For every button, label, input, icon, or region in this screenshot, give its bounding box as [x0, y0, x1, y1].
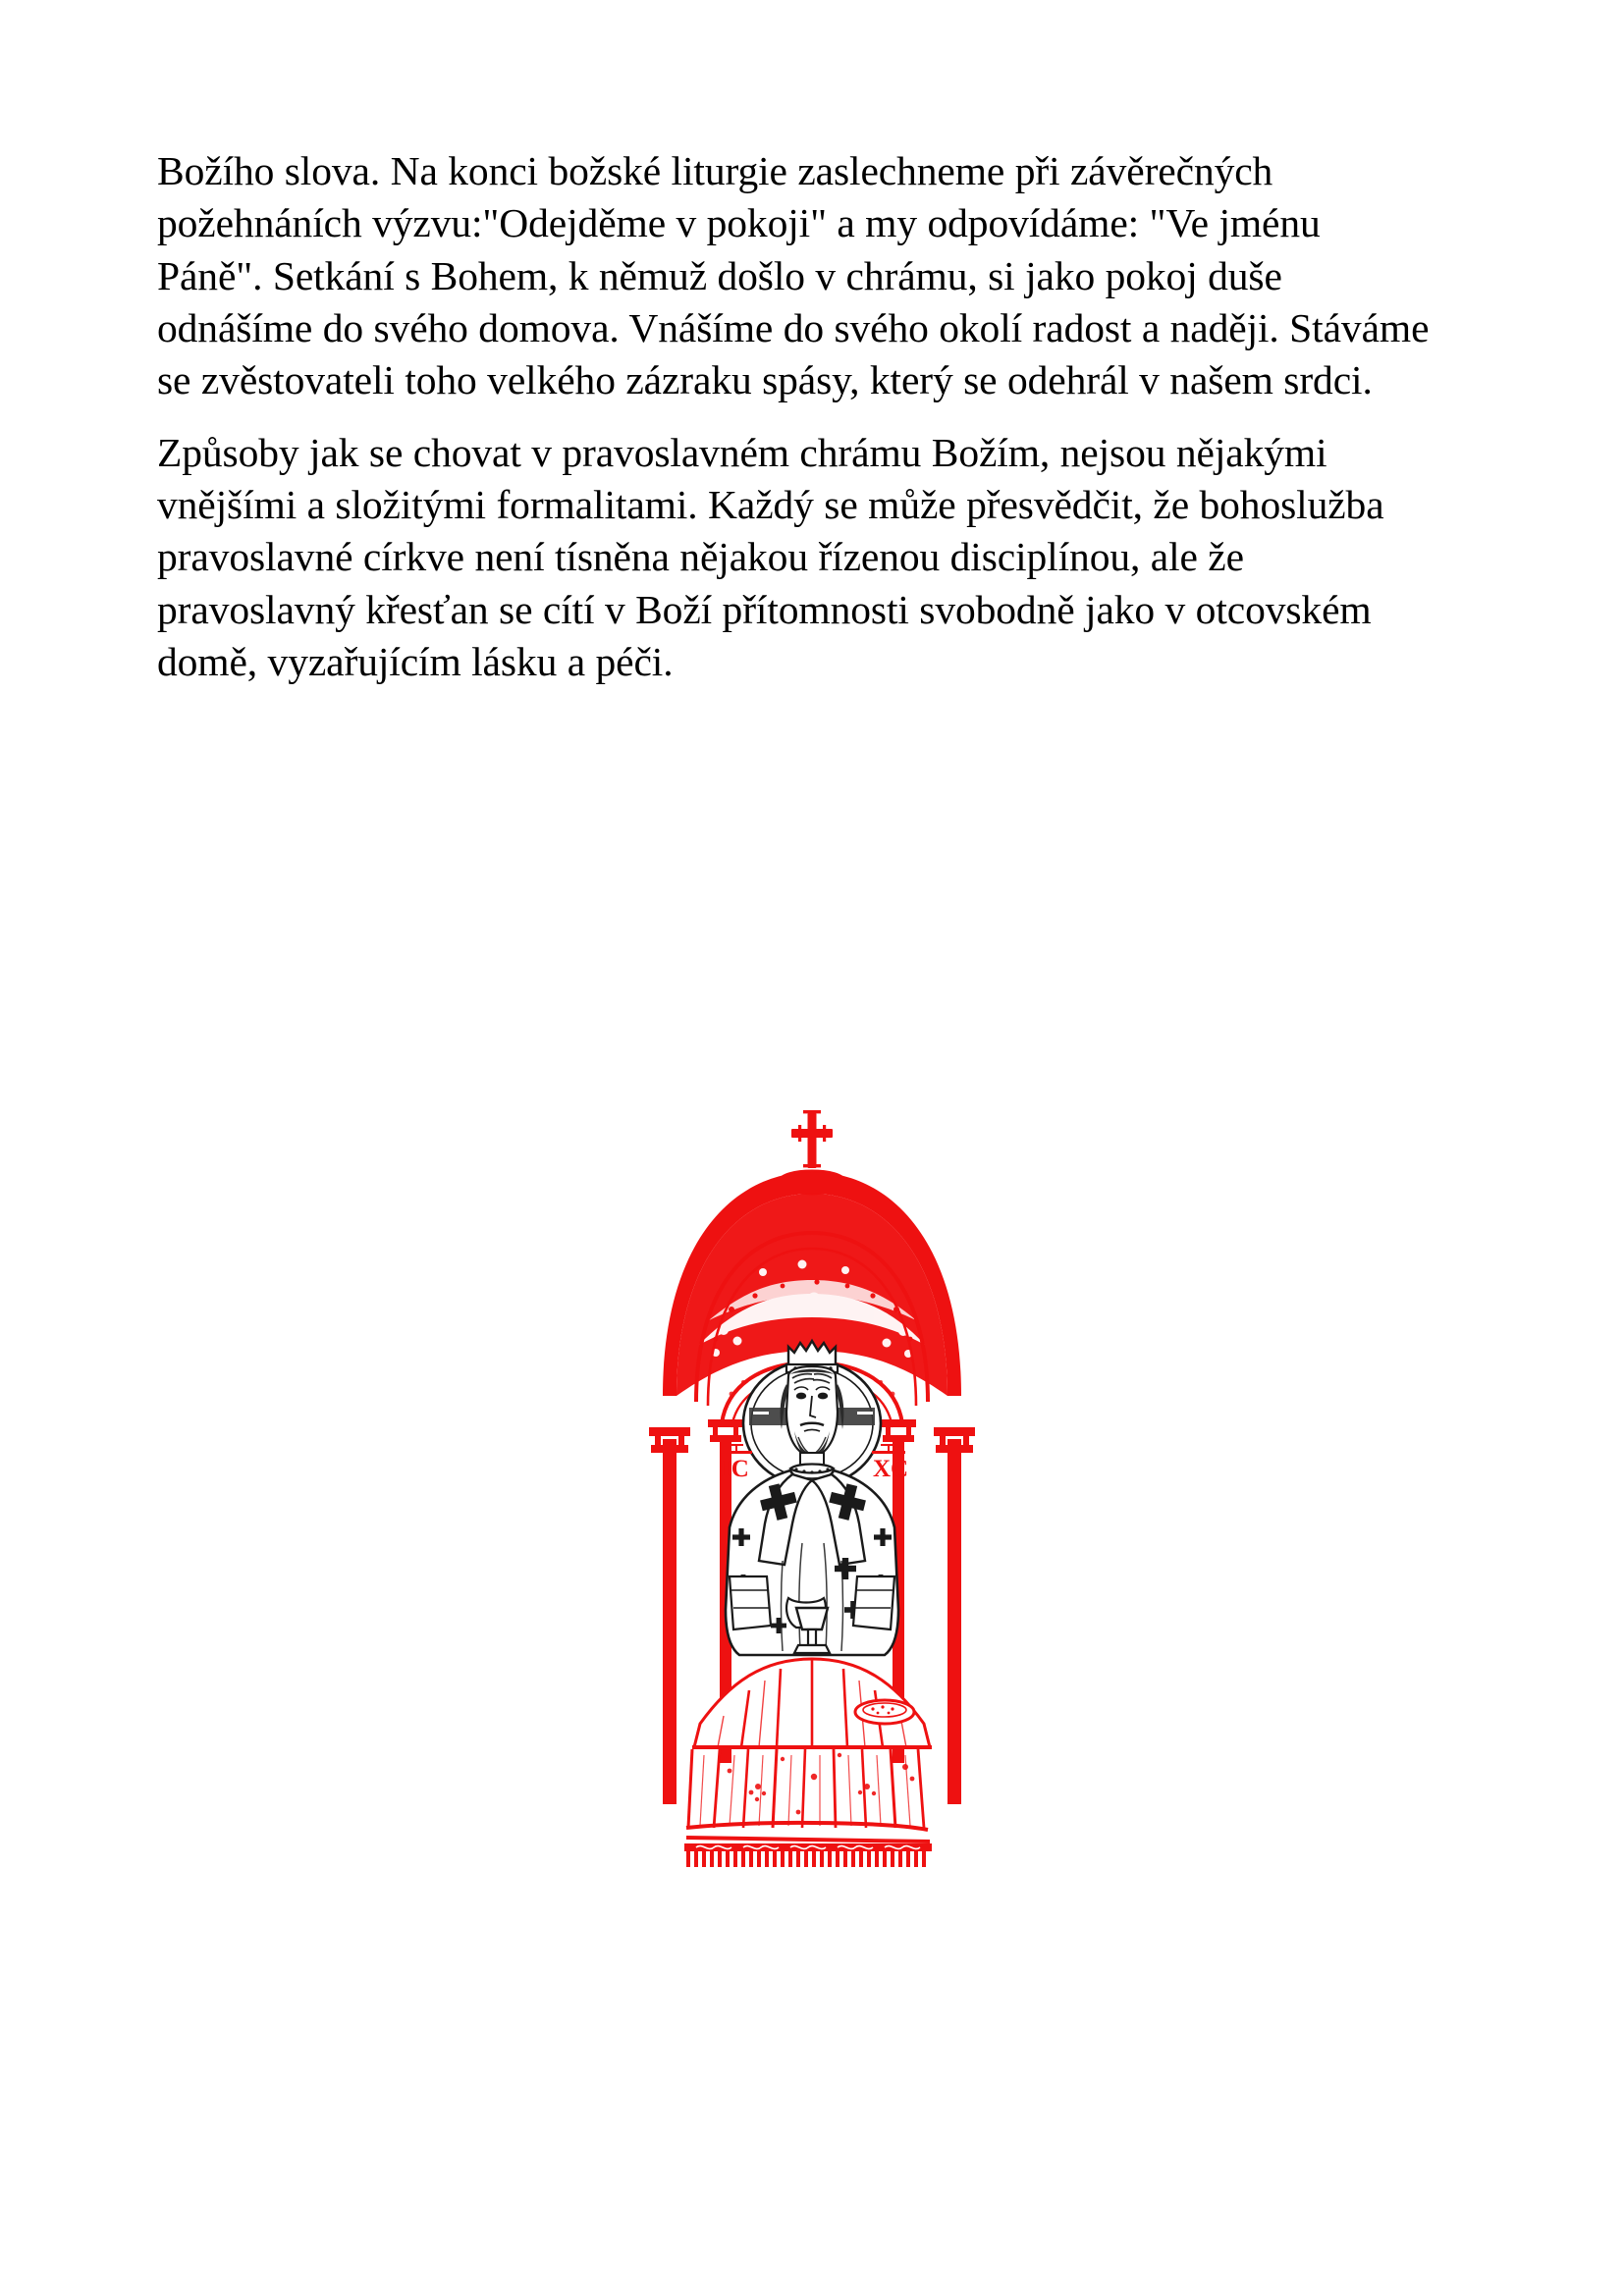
paragraph-2: Způsoby jak se chovat v pravoslavném chrámu Božím, nejsou nějakými vnějšími a složitými formalitami. Každý se může přesvědčit, že bohoslužba pravoslavné církve není tísněna nějakou řízenou disciplínou, ale že pravoslavný křesťan se cítí v Boží přítomnosti svobodně jako v otcovském domě, vyzařujícím lásku a péči. — [157, 429, 1384, 684]
paten-icon — [855, 1700, 914, 1724]
orthodox-icon-christ-high-priest — [606, 1099, 1018, 1875]
text-column — [157, 145, 1434, 698]
nomen-sacrum-left-text: IC — [722, 1456, 749, 1482]
figure-container — [0, 1099, 1624, 1875]
paragraph-1: Božího slova. Na konci božské liturgie zaslechneme při závěrečných požehnáních výzvu:"Odejděme v pokoji" a my odpovídáme: "Ve jménu Páně". Setkání s Bohem, k němuž došlo v chrámu, si jako pokoj duše odnášíme do svého domova. Vnášíme do svého okolí radost a naději. Stáváme se zvěstovateli toho velkého zázraku spásy, který se odehrál v našem srdci. — [157, 148, 1430, 403]
nomen-sacrum-right-text: XC — [873, 1456, 909, 1482]
